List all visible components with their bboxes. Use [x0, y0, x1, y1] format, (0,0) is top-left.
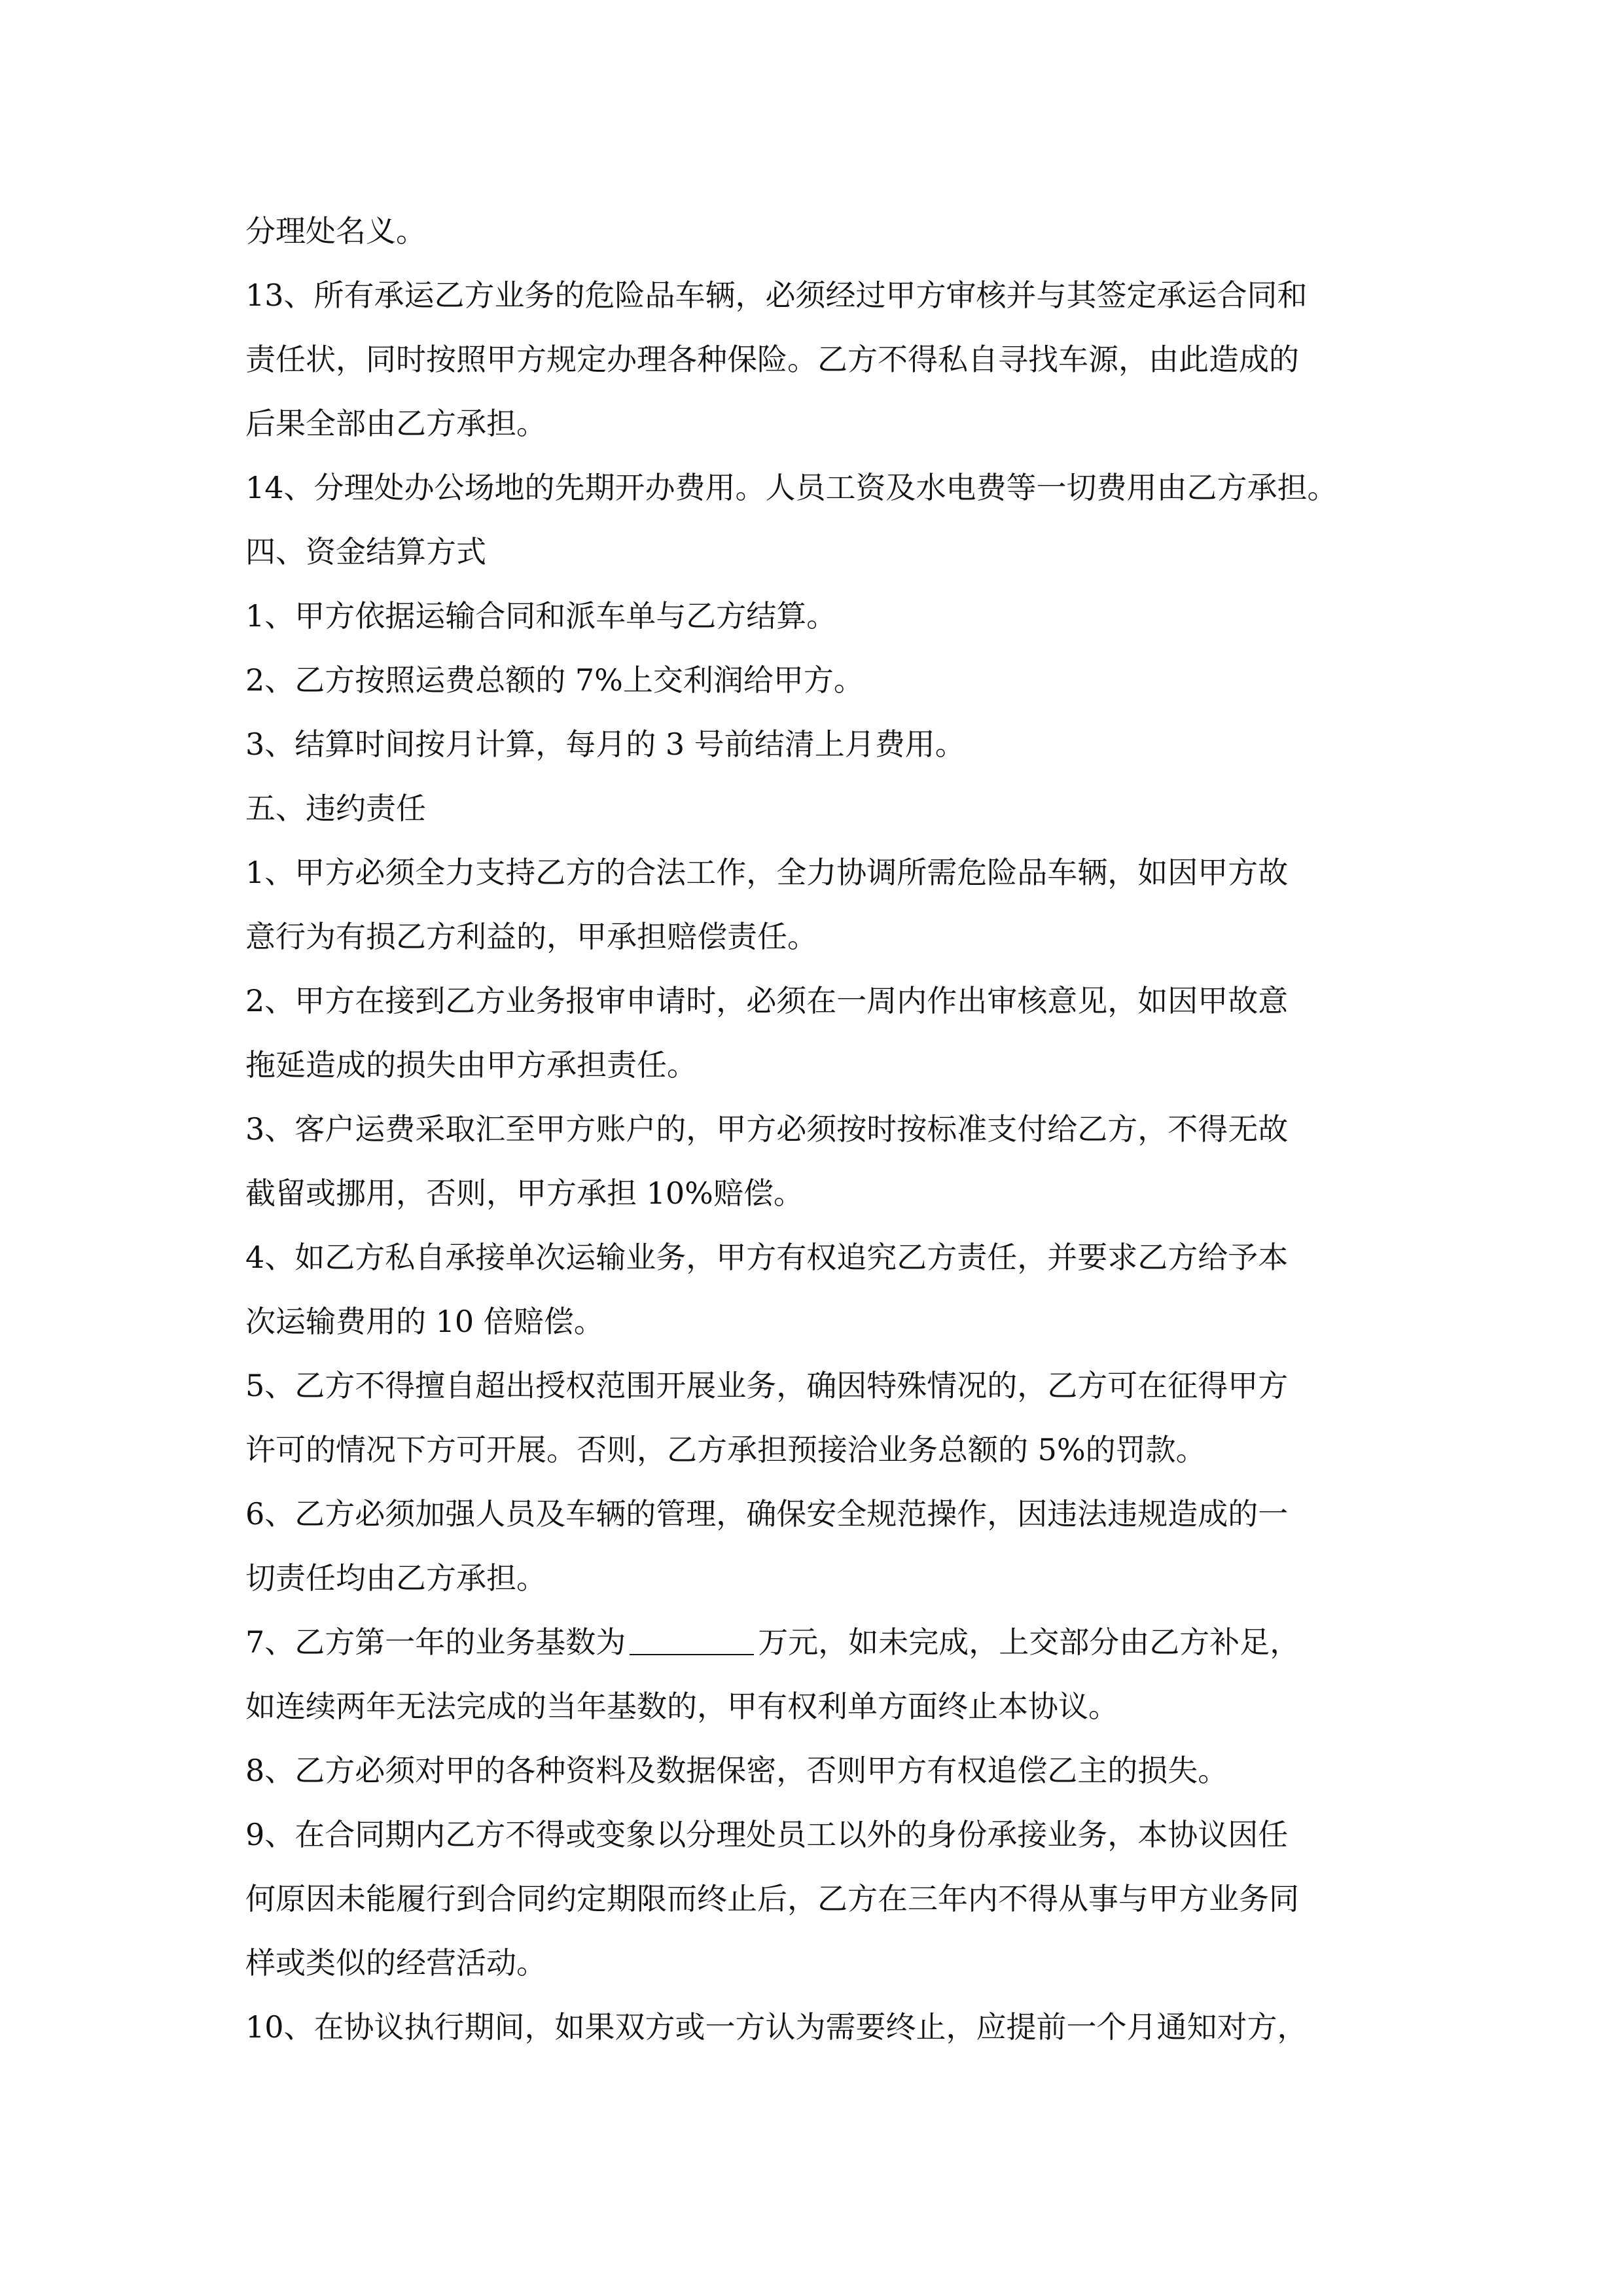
text-line: 14、分理处办公场地的先期开办费用。人员工资及水电费等一切费用由乙方承担。 [245, 470, 1338, 505]
text-line: 3、结算时间按月计算，每月的 3 号前结清上月费用。 [245, 726, 965, 762]
text-line: 样或类似的经营活动。 [245, 1945, 546, 1981]
text-line: 何原因未能履行到合同约定期限而终止后，乙方在三年内不得从事与甲方业务同 [245, 1881, 1299, 1916]
text-line: 分理处名义。 [245, 213, 426, 249]
text-line: 2、乙方按照运费总额的 7%上交利润给甲方。 [245, 662, 864, 698]
text-line: 拖延造成的损失由甲方承担责任。 [245, 1047, 697, 1083]
document-body [245, 199, 1384, 2059]
text-line: 4、如乙方私自承接单次运输业务，甲方有权追究乙方责任，并要求乙方给予本 [245, 1240, 1289, 1275]
text-line: 切责任均由乙方承担。 [245, 1560, 546, 1596]
blank-line-prefix: 7、乙方第一年的业务基数为 [245, 1624, 626, 1660]
text-line: 1、甲方必须全力支持乙方的合法工作，全力协调所需危险品车辆，如因甲方故 [245, 855, 1289, 890]
text-line: 2、甲方在接到乙方业务报审申请时，必须在一周内作出审核意见，如因甲故意 [245, 983, 1289, 1018]
section-heading: 五、违约责任 [245, 791, 426, 826]
blank-line-suffix: 万元，如未完成，上交部分由乙方补足， [758, 1624, 1300, 1660]
text-line: 1、甲方依据运输合同和派车单与乙方结算。 [245, 598, 837, 634]
text-line: 10、在协议执行期间，如果双方或一方认为需要终止，应提前一个月通知对方， [245, 2009, 1308, 2045]
section-heading: 四、资金结算方式 [245, 534, 486, 569]
text-line: 责任状，同时按照甲方规定办理各种保险。乙方不得私自寻找车源，由此造成的 [245, 342, 1299, 377]
text-line: 截留或挪用，否则，甲方承担 10%赔偿。 [245, 1175, 804, 1211]
text-line: 9、在合同期内乙方不得或变象以分理处员工以外的身份承接业务，本协议因任 [245, 1817, 1289, 1852]
text-line-with-blank [245, 1610, 1384, 1674]
text-line: 意行为有损乙方利益的，甲承担赔偿责任。 [245, 919, 817, 954]
text-line: 次运输费用的 10 倍赔偿。 [245, 1304, 604, 1339]
text-line: 后果全部由乙方承担。 [245, 406, 546, 441]
fill-in-blank [630, 1654, 754, 1655]
text-line: 如连续两年无法完成的当年基数的，甲有权利单方面终止本协议。 [245, 1689, 1118, 1724]
text-line: 8、乙方必须对甲的各种资料及数据保密，否则甲方有权追偿乙主的损失。 [245, 1753, 1228, 1788]
text-line: 许可的情况下方可开展。否则，乙方承担预接洽业务总额的 5%的罚款。 [245, 1432, 1206, 1467]
text-line: 5、乙方不得擅自超出授权范围开展业务，确因特殊情况的，乙方可在征得甲方 [245, 1368, 1289, 1403]
text-line: 6、乙方必须加强人员及车辆的管理，确保安全规范操作，因违法违规造成的一 [245, 1496, 1289, 1532]
text-line: 3、客户运费采取汇至甲方账户的，甲方必须按时按标准支付给乙方，不得无故 [245, 1111, 1289, 1147]
text-line: 13、所有承运乙方业务的危险品车辆，必须经过甲方审核并与其签定承运合同和 [245, 278, 1308, 313]
